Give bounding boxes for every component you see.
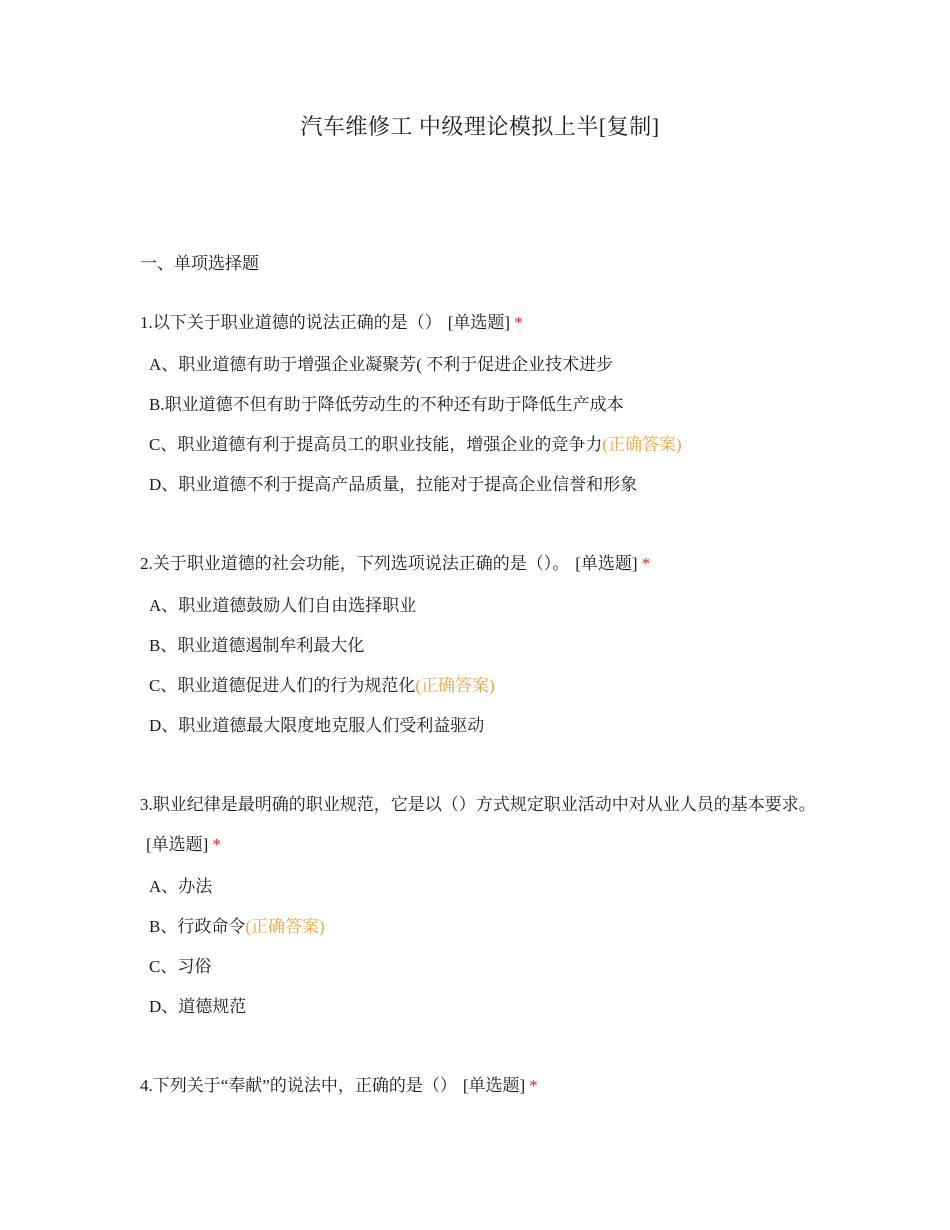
option-c[interactable]: [149, 666, 820, 706]
question-3: [140, 785, 820, 1027]
question-type-tag: [单选题]: [462, 1076, 526, 1095]
required-mark: *: [529, 1076, 538, 1095]
correct-answer-mark: (正确答案): [415, 676, 495, 695]
section-heading: 一、单项选择题: [140, 254, 259, 273]
option-text: C、职业道德促进人们的行为规范化: [149, 676, 416, 695]
question-type-tag: [单选题]: [146, 835, 209, 854]
required-mark: *: [514, 313, 523, 332]
question-stem: [140, 785, 820, 865]
question-text: 3.职业纪律是最明确的职业规范，它是以（）方式规定职业活动中对从业人员的基本要求。: [140, 795, 816, 814]
option-text: C、习俗: [149, 957, 212, 976]
required-mark: *: [212, 835, 221, 854]
option-text: D、道德规范: [149, 997, 247, 1016]
required-mark: *: [641, 554, 651, 573]
question-type-tag: [单选题]: [575, 554, 638, 573]
option-d[interactable]: [149, 706, 820, 746]
option-a[interactable]: [149, 586, 820, 626]
option-text: B、职业道德遏制牟利最大化: [149, 636, 365, 655]
option-text: D、职业道德不利于提高产品质量，拉能对于提高企业信誉和形象: [149, 475, 638, 494]
option-d[interactable]: [149, 987, 820, 1027]
question-4: [140, 1066, 820, 1106]
option-text: A、职业道德鼓励人们自由选择职业: [149, 596, 417, 615]
document-title: 汽车维修工 中级理论模拟上半[复制]: [300, 114, 660, 139]
option-text: B.职业道德不但有助于降低劳动生的不种还有助于降低生产成本: [149, 395, 624, 414]
question-2: [140, 544, 820, 746]
option-text: A、职业道德有助于增强企业凝聚芳( 不利于促进企业技术进步: [149, 355, 614, 374]
option-d[interactable]: [149, 465, 820, 505]
question-1: [140, 303, 820, 505]
option-c[interactable]: [149, 947, 820, 987]
option-list: [140, 867, 820, 1027]
question-type-tag: [单选题]: [447, 313, 511, 332]
question-text: 2.关于职业道德的社会功能，下列选项说法正确的是（）。: [140, 554, 570, 573]
option-list: [140, 345, 820, 505]
option-a[interactable]: [149, 867, 820, 907]
option-b[interactable]: [149, 385, 820, 425]
option-b[interactable]: [149, 907, 820, 947]
question-text: 1.以下关于职业道德的说法正确的是（）: [140, 313, 442, 332]
option-text: B、行政命令: [149, 917, 246, 936]
question-stem: [140, 303, 820, 343]
option-text: A、办法: [149, 877, 213, 896]
option-list: [140, 586, 820, 746]
option-text: C、职业道德有利于提高员工的职业技能，增强企业的竞争力: [149, 435, 603, 454]
option-text: D、职业道德最大限度地克服人们受利益驱动: [149, 716, 485, 735]
question-stem: [140, 1066, 820, 1106]
question-stem: [140, 544, 820, 584]
option-c[interactable]: [149, 425, 820, 465]
option-b[interactable]: [149, 626, 820, 666]
option-a[interactable]: [149, 345, 820, 385]
correct-answer-mark: (正确答案): [245, 917, 325, 936]
correct-answer-mark: (正确答案): [602, 435, 682, 454]
question-text: 4.下列关于“奉献”的说法中，正确的是（）: [140, 1076, 457, 1095]
